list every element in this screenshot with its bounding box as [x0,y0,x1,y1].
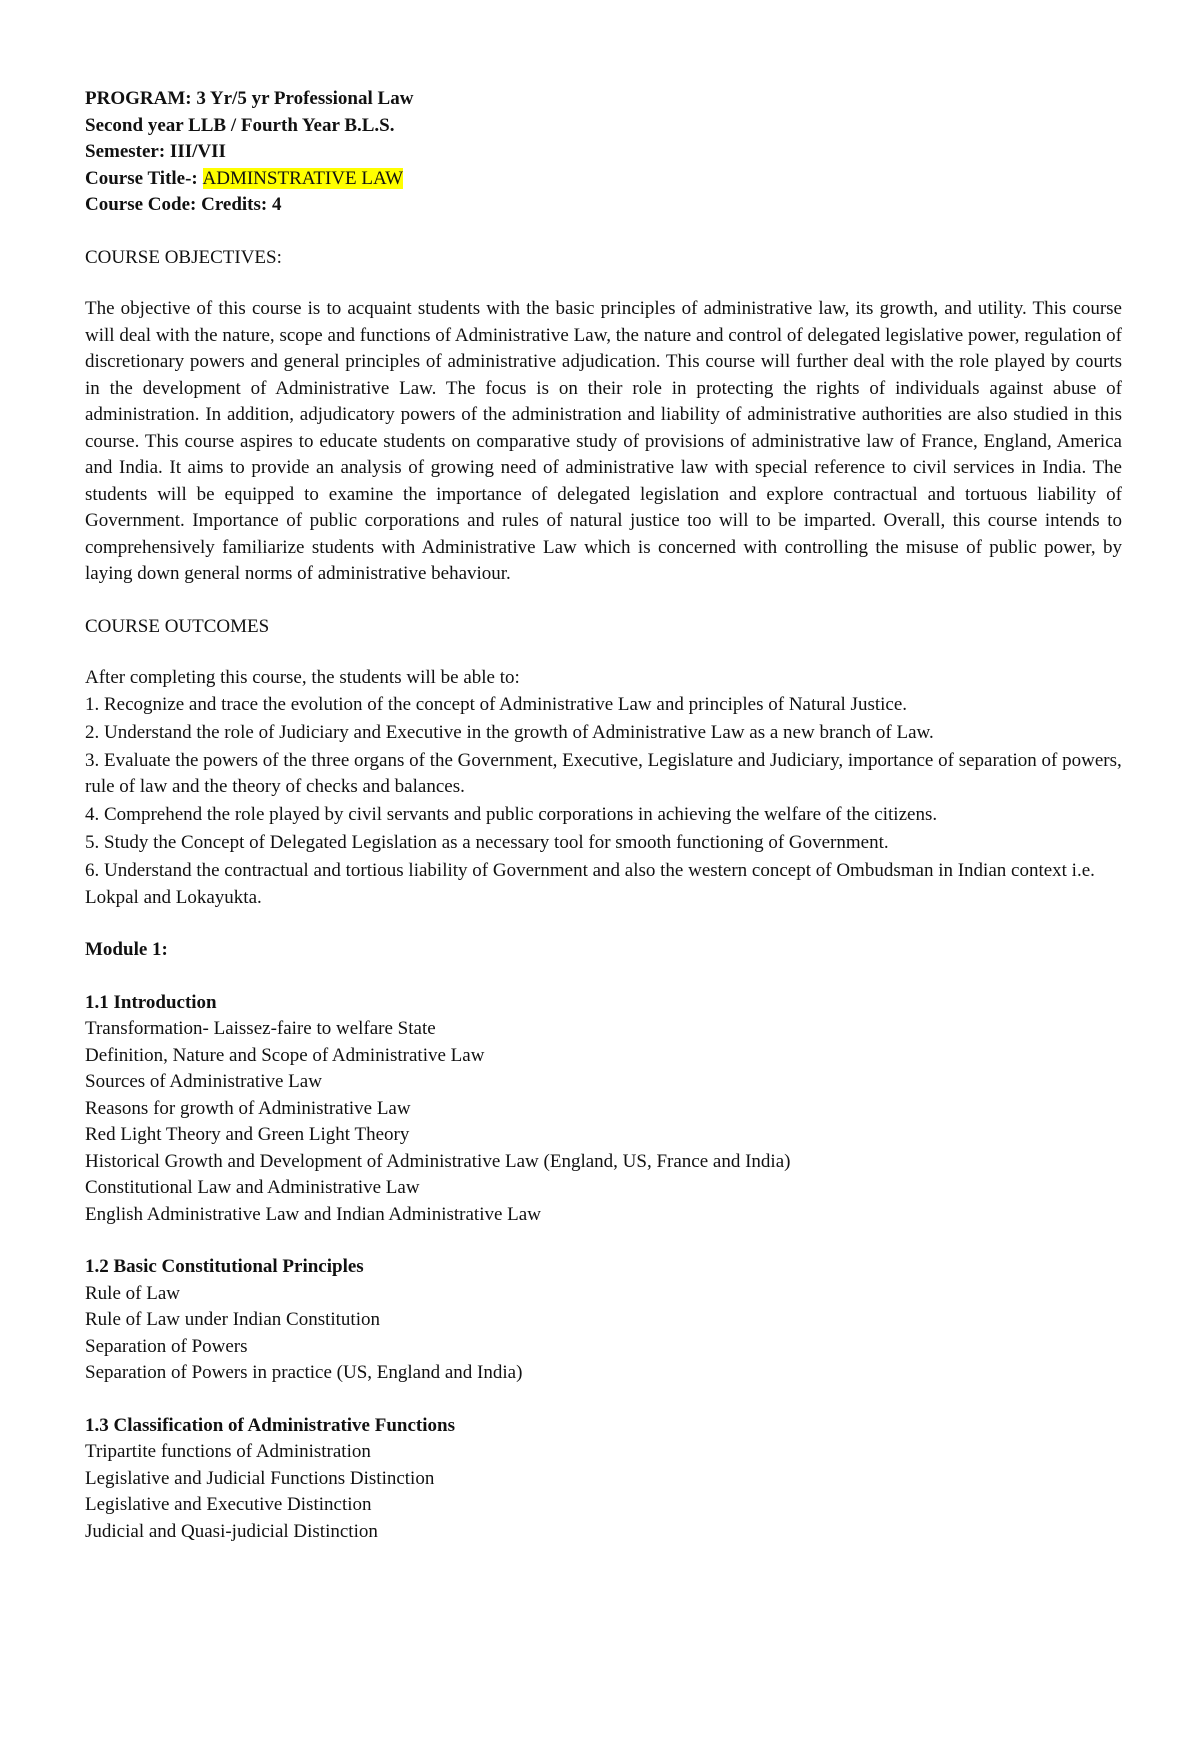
topic-block [85,1254,1122,1387]
topic-item: Judicial and Quasi-judicial Distinction [85,1520,378,1542]
topic-heading: 1.2 Basic Constitutional Principles [85,1256,364,1277]
topic-item: Reasons for growth of Administrative Law [85,1097,411,1119]
topic-heading: 1.1 Introduction [85,991,217,1013]
year-line: Second year LLB / Fourth Year B.L.S. [85,114,395,136]
course-title-label: Course Title-: [85,167,203,189]
topic-list [85,1281,1122,1387]
topic-item: Separation of Powers in practice (US, England and India) [85,1362,523,1383]
outcomes-intro: After completing this course, the students will be able to: [85,667,520,688]
topic-item: English Administrative Law and Indian Administrative Law [85,1203,541,1225]
outcome-item: 1. Recognize and trace the evolution of the concept of Administrative Law and principles of Natural Justice. [85,693,908,715]
objectives-heading: COURSE OBJECTIVES: [85,246,282,268]
topic-item: Tripartite functions of Administration [85,1441,371,1462]
topic-item: Separation of Powers [85,1335,248,1357]
outcomes-heading: COURSE OUTCOMES [85,615,270,637]
topic-list [85,1016,1122,1228]
outcome-item: 4. Comprehend the role played by civil servants and public corporations in achieving the welfare of the citizens. [85,804,938,825]
outcomes-list [85,692,1122,912]
outcome-item: 6. Understand the contractual and tortious liability of Government and also the western concept of Ombudsman in Indian context i.e. Lokpal and Lokayukta. [85,860,1095,908]
outcome-item: 5. Study the Concept of Delegated Legislation as a necessary tool for smooth functioning of Government. [85,832,889,853]
course-code-line: Course Code: Credits: 4 [85,194,282,215]
course-title-line [85,166,1122,193]
topic-block [85,990,1122,1229]
course-title-highlight: ADMINSTRATIVE LAW [202,167,404,189]
topic-item: Rule of Law [85,1282,180,1304]
topic-item: Red Light Theory and Green Light Theory [85,1124,410,1145]
topic-item: Transformation- Laissez-faire to welfare State [85,1018,436,1039]
objectives-paragraph: The objective of this course is to acquaint students with the basic principles of administrative law, its growth, and utility. This course will deal with the nature, scope and functions of Administrative Law, the nature and control of delegated legislative power, regulation of discretionary powers and general principles of administrative adjudication. This course will further deal with the role played by courts in the development of Administrative Law. The focus is on their role in protecting the rights of individuals against abuse of administration. In addition, adjudicatory powers of the administration and liability of administrative authorities are also studied in this course. This course aspires to educate students on comparative study of provisions of administrative law of France, England, America and India. It aims to provide an analysis of growing need of administrative law with special reference to civil services in India. The students will be equipped to examine the importance of delegated legislation and explore contractual and tortuous liability of Government. Importance of public corporations and rules of natural justice too will to be imparted. Overall, this course intends to comprehensively familiarize students with Administrative Law which is concerned with controlling the misuse of public power, by laying down general norms of administrative behaviour. [85,298,1122,584]
topic-item: Legislative and Judicial Functions Distinction [85,1467,435,1489]
outcome-item: 3. Evaluate the powers of the three organs of the Government, Executive, Legislature and Judiciary, importance of separation of powers, rule of law and the theory of checks and balances. [85,749,1122,797]
topic-item: Legislative and Executive Distinction [85,1494,372,1515]
module-heading: Module 1: [85,939,168,960]
topic-item: Rule of Law under Indian Constitution [85,1309,380,1330]
outcome-item: 2. Understand the role of Judiciary and Executive in the growth of Administrative Law as a new branch of Law. [85,721,934,743]
topic-item: Historical Growth and Development of Administrative Law (England, US, France and India) [85,1150,791,1172]
topic-item: Definition, Nature and Scope of Administrative Law [85,1044,485,1066]
program-line: PROGRAM: 3 Yr/5 yr Professional Law [85,88,414,109]
topic-item: Constitutional Law and Administrative Law [85,1177,420,1198]
topic-heading: 1.3 Classification of Administrative Functions [85,1414,455,1436]
topic-list [85,1439,1122,1545]
topic-item: Sources of Administrative Law [85,1071,322,1092]
semester-line: Semester: III/VII [85,141,226,162]
course-header [85,86,1122,219]
topic-block [85,1413,1122,1546]
